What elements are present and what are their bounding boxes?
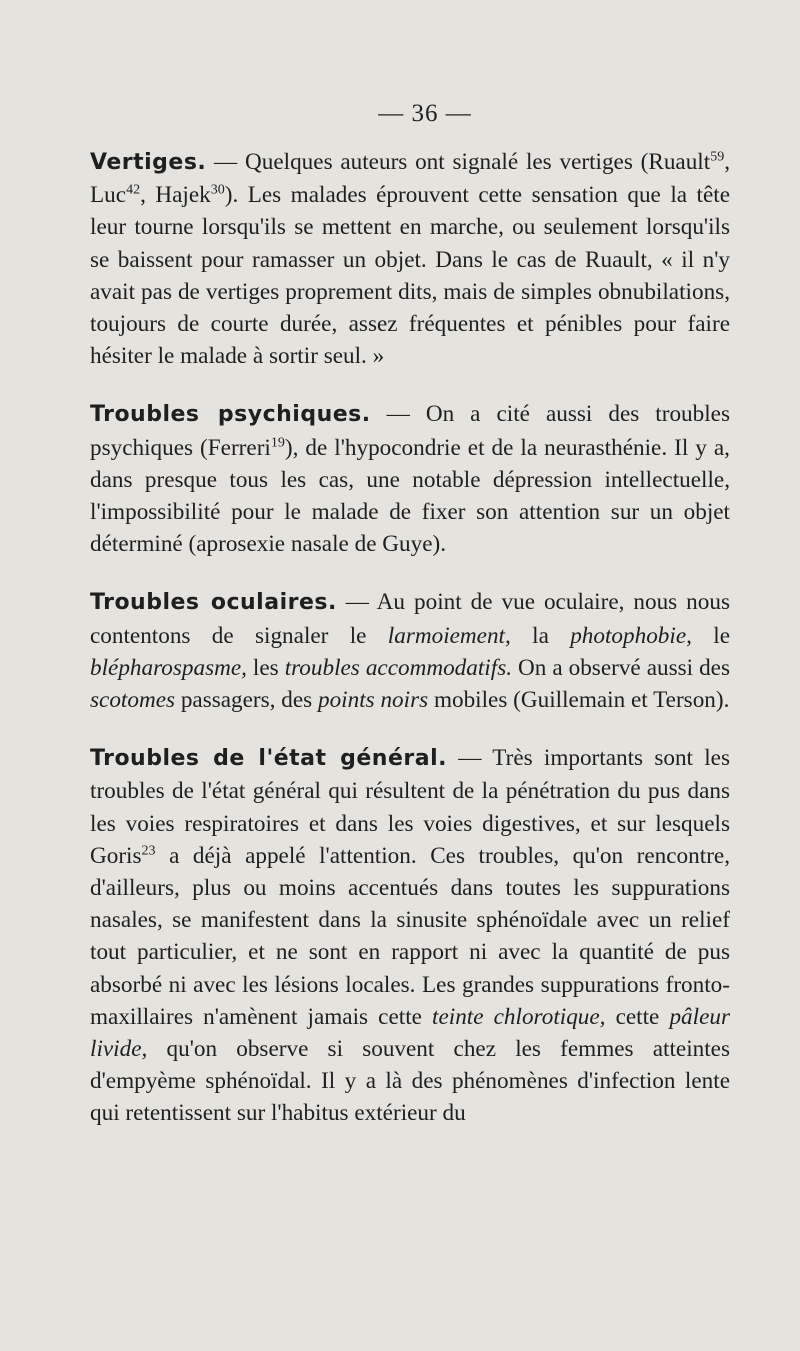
emphasized-term: pâleur livide,: [90, 1003, 730, 1063]
paragraph-text: passagers, des: [175, 687, 318, 714]
paragraph-text: — Au point de vue oculaire, nous nous contentons de signaler le: [90, 589, 730, 649]
section: [90, 398, 730, 560]
paragraph-text: la: [510, 622, 571, 649]
emphasized-term: teinte chlorotique,: [432, 1003, 606, 1030]
paragraph-text: cette: [605, 1003, 670, 1030]
emphasized-term: scotomes: [90, 687, 176, 714]
paragraph-text: — Très importants sont les troubles de l'état général qui résultent de la pénétration du pus dans les voies respiratoires et dans les voies digestives, et sur lesquels Goris: [90, 745, 730, 869]
paragraph: [90, 146, 730, 372]
paragraph-text: qu'on observe si souvent chez les femmes atteintes d'empyème sphénoïdal. Il y a là des phénomènes d'infection lente qui retentissent sur l'habitus extérieur du: [90, 1036, 730, 1127]
paragraph-text: , Luc: [90, 149, 730, 209]
emphasized-term: blépharospasme,: [90, 654, 247, 681]
section: [90, 742, 730, 1129]
paragraph-text: — Quelques auteurs ont signalé les vertiges (Ruault: [206, 149, 711, 175]
section: [90, 146, 730, 372]
section-heading: Troubles oculaires.: [90, 590, 337, 616]
emphasized-term: photophobie,: [570, 622, 692, 649]
emphasized-term: larmoiement,: [387, 622, 511, 649]
paragraph-text: les: [246, 654, 285, 681]
paragraph: [90, 398, 730, 560]
paragraph-text: ). Les malades éprouvent cette sensation que la tête leur tourne lorsqu'ils se mettent en marche, ou seulement lorsqu'ils se baissent pour ramasser un objet. Dans le cas de Ruault, « il n'y avait pas de vertiges proprement dits, mais de simples obnubilations, toujours de courte durée, assez fréquentes et pénibles pour faire hésiter le malade à sortir seul. »: [90, 182, 731, 370]
reference-number: 59: [710, 149, 725, 165]
paragraph: [90, 586, 730, 716]
paragraph-text: — On a cité aussi des troubles psychiques (Ferreri: [90, 401, 730, 461]
section-heading: Vertiges.: [90, 150, 207, 175]
reference-number: 30: [210, 182, 225, 198]
section-heading: Troubles psychiques.: [90, 402, 371, 428]
paragraph-text: le: [691, 622, 730, 649]
emphasized-term: points noirs: [317, 687, 429, 714]
emphasized-term: troubles accommodatifs.: [284, 654, 513, 681]
paragraph-text: ), de l'hypocondrie et de la neurasthénie. Il y a, dans presque tous les cas, une notable dépression intellectuelle, l'impossibilité pour le malade de fixer son attention sur un objet déterminé (aprosexie nasale de Guye).: [90, 434, 730, 558]
paragraph-text: a déjà appelé l'attention. Ces troubles, qu'on rencontre, d'ailleurs, plus ou moins accentués dans toutes les suppurations nasales, se manifestent dans la sinusite sphénoïdale avec un relief tout particulier, et ne sont en rapport ni avec la quantité de pus absorbé ni avec les lésions locales. Les grandes suppurations fronto-maxillaires n'amènent jamais cette: [90, 842, 730, 1030]
page-number: — 36 —: [378, 100, 472, 127]
section-heading: Troubles de l'état général.: [90, 746, 447, 772]
paragraph: [90, 742, 730, 1129]
section: [90, 586, 730, 716]
page-body: [90, 146, 730, 1130]
reference-number: 42: [126, 182, 141, 198]
paragraph-text: On a observé aussi des: [512, 654, 730, 681]
paragraph-text: mobiles (Guillemain et Terson).: [428, 687, 730, 714]
reference-number: 23: [141, 843, 156, 859]
paragraph-text: , Hajek: [140, 182, 211, 209]
reference-number: 19: [270, 434, 285, 450]
